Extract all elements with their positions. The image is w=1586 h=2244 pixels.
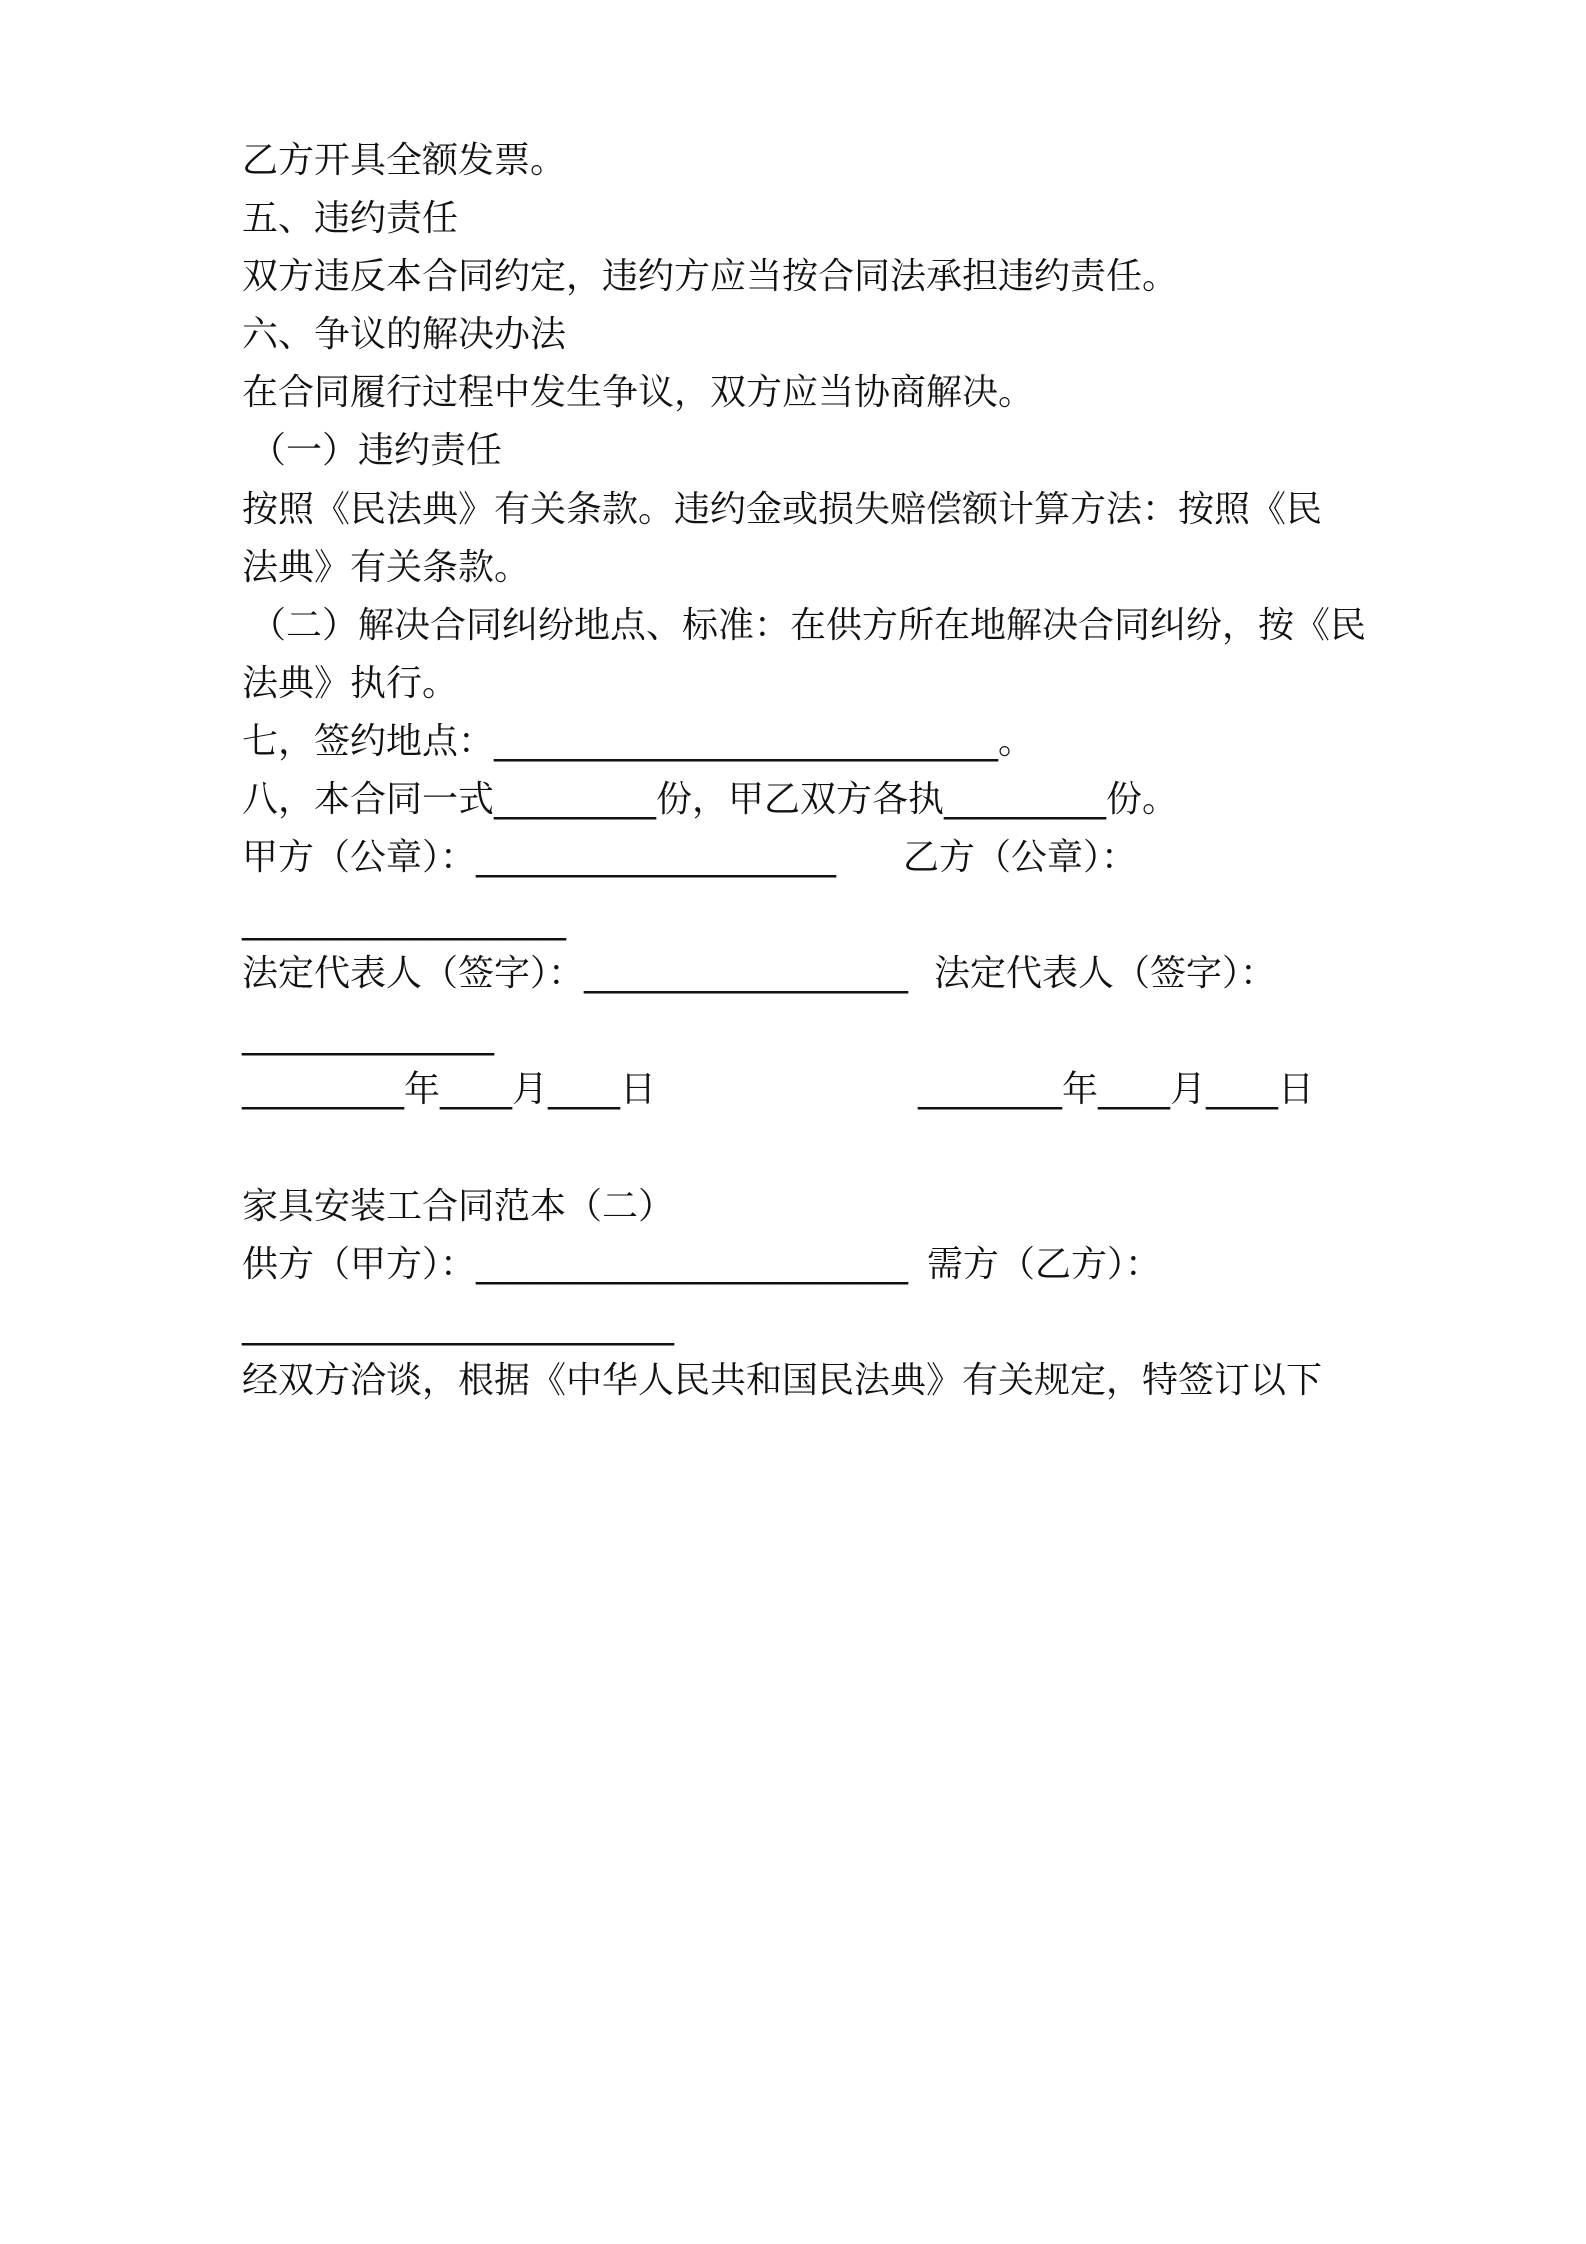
signing-location-line: 七，签约地点：____________________________。: [242, 721, 1035, 762]
party-a-seal-line: 甲方（公章）：____________________: [242, 837, 837, 878]
party-b-seal-blank: __________________: [242, 900, 566, 941]
buyer-label: 需方（乙方）：: [927, 1244, 1162, 1285]
text-line-dispute: 在合同履行过程中发生争议，双方应当协商解决。: [242, 372, 1035, 413]
date-line-left: _________年____月____日: [242, 1069, 656, 1110]
representative-b-label: 法定代表人（签字）：: [934, 953, 1277, 994]
copies-line: 八，本合同一式_________份，甲乙双方各执_________份。: [242, 779, 1179, 820]
party-b-seal-label: 乙方（公章）：: [903, 837, 1138, 878]
section-heading-dispute: 六、争议的解决办法: [242, 314, 567, 355]
text-line-invoice: 乙方开具全额发票。: [242, 140, 567, 181]
text-line-civil-code-cont: 法典》有关条款。: [242, 547, 531, 588]
text-line-breach: 双方违反本合同约定，违约方应当按合同法承担违约责任。: [242, 256, 1179, 297]
text-line-civil-code: 按照《民法典》有关条款。违约金或损失赔偿额计算方法：按照《民: [242, 489, 1323, 530]
contract-title: 家具安装工合同范本（二）: [242, 1186, 675, 1227]
representative-b-blank: ______________: [242, 1015, 494, 1056]
representative-a-line: 法定代表人（签字）：__________________: [242, 953, 909, 994]
supplier-line: 供方（甲方）：________________________: [242, 1244, 909, 1285]
subheading-breach: （一）违约责任: [250, 430, 503, 471]
text-line-execute: 法典》执行。: [242, 663, 459, 704]
subheading-dispute-location: （二）解决合同纠纷地点、标准：在供方所在地解决合同纠纷，按《民: [250, 605, 1367, 646]
buyer-blank: ________________________: [242, 1305, 674, 1346]
text-line-negotiation: 经双方洽谈，根据《中华人民共和国民法典》有关规定，特签订以下: [242, 1360, 1323, 1401]
section-heading-breach: 五、违约责任: [242, 198, 459, 239]
date-line-right: ________年____月____日: [918, 1069, 1314, 1110]
